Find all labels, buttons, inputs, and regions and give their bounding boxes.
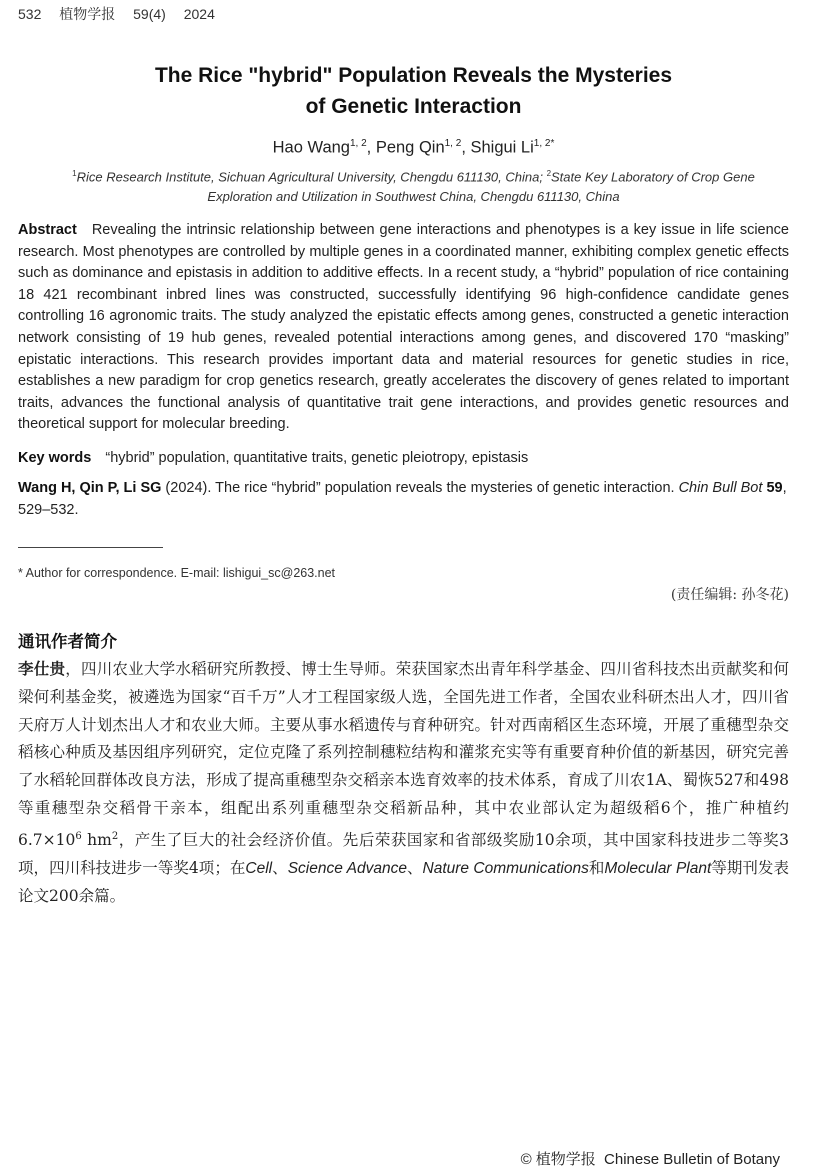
footer-journal-en: Chinese Bulletin of Botany [604, 1151, 780, 1168]
copyright-symbol: © [520, 1151, 532, 1168]
bio-text-3: 等期刊发表论文200余篇。 [18, 858, 789, 905]
title-line-2: of Genetic Interaction [305, 95, 522, 118]
footer-journal-cn: 植物学报 [535, 1151, 596, 1168]
citation-pages: , 529–532. [18, 480, 787, 518]
running-head [18, 4, 229, 24]
author-name: Peng Qin [375, 138, 445, 157]
bio-journal-nature-communications: Nature Communications [422, 859, 589, 877]
bio-separator: 、 [406, 858, 423, 877]
editor-note: (责任编辑: 孙冬花) [670, 587, 789, 603]
author-affiliation-mark: 1, 2 [444, 138, 462, 149]
citation-journal: Chin Bull Bot [678, 480, 763, 496]
title-line-1: The Rice "hybrid" Population Reveals the Mysteries [154, 64, 673, 87]
footnote-divider [18, 547, 163, 548]
author-affiliation-mark: 1, 2* [533, 138, 555, 149]
author-name: Hao Wang [272, 138, 350, 157]
journal-name: 植物学报 [59, 6, 116, 22]
affiliations [60, 164, 767, 207]
citation-authors: Wang H, Qin P, Li SG [18, 480, 162, 496]
abstract [18, 220, 789, 436]
affiliation-1: Rice Research Institute, Sichuan Agricultural University, Chengdu 611130, China; [76, 169, 547, 185]
bio-journal-cell: Cell [245, 859, 273, 877]
author-bio [18, 656, 789, 910]
affiliation-mark: 1 [72, 169, 77, 178]
abstract-label: Abstract [18, 222, 77, 238]
article-title [60, 60, 767, 122]
abstract-text: Revealing the intrinsic relationship between gene interactions and phenotypes is a key issue in life science research. Most phenotypes are controlled by multiple genes in a coordinated manner, exhibiting complex genetic effects such as dominance and epistasis in addition to additive effects. In a recent study, a “hybrid” population of rice containing 18 421 recombinant inbred lines was constructed, successfully identifying 96 high-confidence candidate genes controlling 16 agronomic traits. The study analyzed the epistatic effects among genes, constructed a genetic interaction network consisting of 19 hub genes, revealed potential interactions among genes, and discovered 170 “masking” epistatic interactions. This research provides important data and material resources for genetic studies in rice, establishes a new paradigm for crop genetics research, greatly accelerates the discovery of genes related to important traits, advances the functional analysis of quantitative trait gene interactions, and provides genetic resources and theoretical support for molecular breeding. [18, 222, 789, 433]
year: 2024 [183, 6, 215, 22]
bio-text-1: ，四川农业大学水稻研究所教授、博士生导师。荣获国家杰出青年科学基金、四川省科技杰出贡献奖和何梁何利基金奖，被遴选为国家“百千万”人才工程国家级人选，全国先进工作者，全国农业科研杰出人才，四川省天府万人计划杰出人才和农业大师。主要从事水稻遗传与育种研究。针对西南稻区生态环境，开展了重穗型杂交稻核心种质及基因组序列研究，定位克隆了系列控制穗粒结构和灌浆充实等有重要育种价值的新基因，研究完善了水稻轮回群体改良方法，形成了提高重穗型杂交稻亲本选育效率的技术体系，育成了川农1A、蜀恢527和498等重穗型杂交稻骨干亲本，组配出系列重穗型杂交稻新品种，其中农业部认定为超级稻6个，推广种植约6.7×10 [18, 660, 789, 849]
citation-text: (2024). The rice “hybrid” population reveals the mysteries of genetic interaction. [161, 480, 679, 496]
author-name: Shigui Li [470, 138, 534, 157]
affiliation-mark: 2 [546, 169, 552, 178]
bio-heading: 通讯作者简介 [18, 632, 117, 651]
affiliation-2: State Key Laboratory of Crop Gene Exploration and Utilization in Southwest China, Chengdu 611130, China [207, 169, 755, 205]
keywords [18, 448, 789, 469]
page-footer [521, 1148, 780, 1169]
bio-name: 李仕贵 [18, 660, 66, 678]
author-list: Hao Wang$^{1, 2}$, Peng Qin$^{1, 2}$, Shigui $Li^{1, 2*}$ [272, 138, 555, 157]
keywords-text: “hybrid” population, quantitative traits, genetic pleiotropy, epistasis [105, 450, 529, 466]
correspondence-footnote: * Author for correspondence. E-mail: lishigui_sc@263.net [18, 566, 336, 580]
bio-unit-exponent: 2 [111, 830, 119, 842]
bio-text-2: ，产生了巨大的社会经济价值。先后荣获国家和省部级奖励10余项，其中国家科技进步二等奖3项，四川科技进步一等奖4项；在 [18, 830, 790, 877]
bio-conjunction: 和 [588, 858, 605, 877]
volume-issue: 59(4) [133, 6, 166, 22]
citation [18, 478, 789, 521]
bio-separator: 、 [272, 858, 288, 877]
bio-exponent: 6 [75, 830, 82, 842]
author-affiliation-mark: 1, 2 [349, 138, 367, 149]
citation-volume: 59 [766, 480, 783, 496]
bio-journal-science-advance: Science Advance [287, 859, 407, 877]
bio-unit: hm [81, 830, 112, 849]
page-number: 532 [18, 6, 42, 22]
keywords-label: Key words [18, 450, 92, 466]
bio-journal-molecular-plant: Molecular Plant [604, 859, 712, 877]
